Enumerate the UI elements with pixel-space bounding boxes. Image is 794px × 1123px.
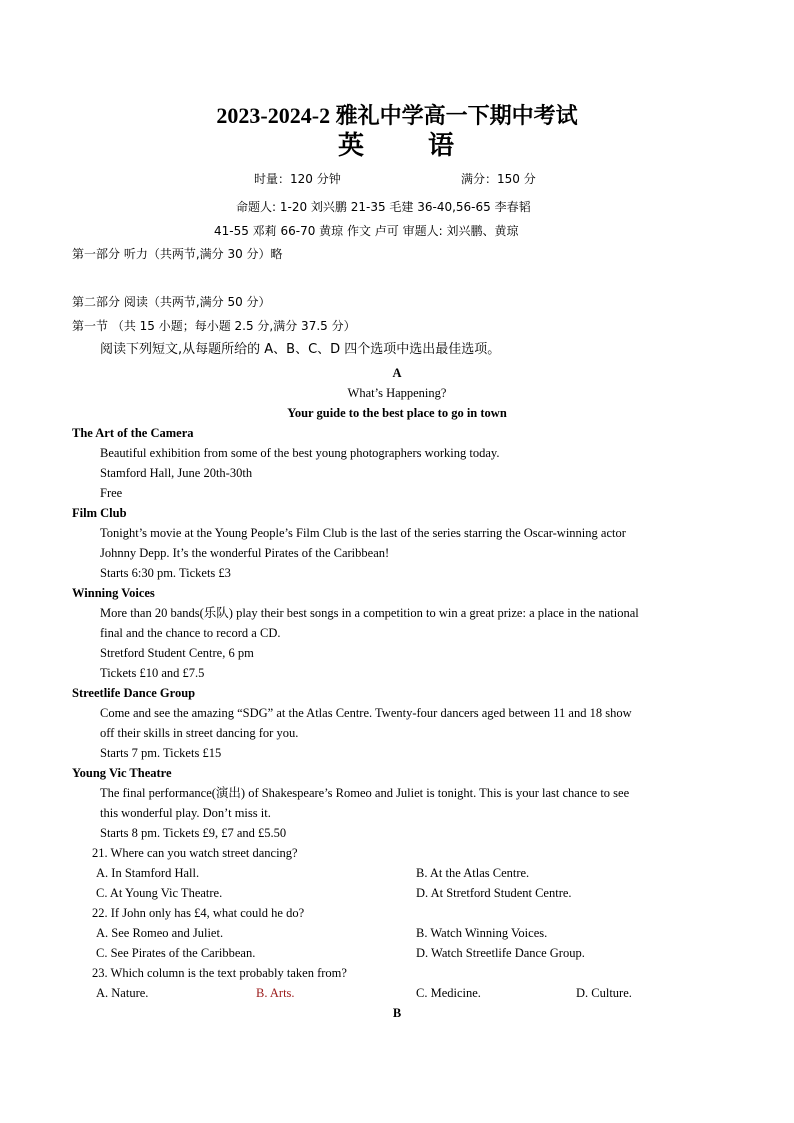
event-line: Stretford Student Centre, 6 pm: [100, 646, 254, 660]
option-b: B. At the Atlas Centre.: [416, 866, 530, 880]
event-title: Streetlife Dance Group: [72, 686, 196, 700]
event-line: Free: [100, 486, 123, 500]
event-line: off their skills in street dancing for you.: [100, 726, 299, 740]
setters-line-2: 41-55 邓莉 66-70 黄琼 作文 卢可 审题人: 刘兴鹏、黄琼: [214, 224, 519, 238]
option-b: B. Watch Winning Voices.: [416, 926, 548, 940]
option-c: C. See Pirates of the Caribbean.: [96, 946, 256, 960]
passage-label-b: B: [392, 1006, 402, 1020]
exam-title: 2023-2024-2 雅礼中学高一下期中考试: [216, 103, 578, 128]
event-title: Winning Voices: [72, 586, 155, 600]
passage-label-a: A: [392, 366, 402, 380]
option-d: D. Culture.: [576, 986, 632, 1000]
passage-subheading: Your guide to the best place to go in town: [287, 406, 507, 420]
event-line: Stamford Hall, June 20th-30th: [100, 466, 253, 480]
event-line: Starts 7 pm. Tickets £15: [100, 746, 222, 760]
question-stem: 21. Where can you watch street dancing?: [92, 846, 298, 860]
event-line: final and the chance to record a CD.: [100, 626, 281, 640]
option-a: A. In Stamford Hall.: [96, 866, 200, 880]
option-d: D. At Stretford Student Centre.: [416, 886, 572, 900]
section-one-heading: 第一节 （共 15 小题；每小题 2.5 分,满分 37.5 分）: [72, 319, 356, 333]
subject-char-right: 语: [428, 131, 455, 160]
part-one-heading: 第一部分 听力（共两节,满分 30 分）略: [72, 247, 283, 261]
event-title: Young Vic Theatre: [72, 766, 172, 780]
event-line: More than 20 bands(乐队) play their best songs in a competition to win a great prize: a place in the national: [100, 606, 639, 620]
option-c: C. Medicine.: [416, 986, 481, 1000]
event-line: Tonight’s movie at the Young People’s Film Club is the last of the series starring the Oscar-winning actor: [100, 526, 626, 540]
event-title: Film Club: [72, 506, 127, 520]
event-line: Starts 8 pm. Tickets £9, £7 and £5.50: [100, 826, 287, 840]
event-line: Johnny Depp. It’s the wonderful Pirates of the Caribbean!: [100, 546, 390, 560]
option-c: C. At Young Vic Theatre.: [96, 886, 223, 900]
exam-full-score: 满分：150 分: [461, 172, 536, 186]
event-line: this wonderful play. Don’t miss it.: [100, 806, 271, 820]
question-stem: 23. Which column is the text probably taken from?: [92, 966, 347, 980]
passage-heading: What’s Happening?: [347, 386, 447, 400]
event-line: The final performance(演出) of Shakespeare’s Romeo and Juliet is tonight. This is your last chance to see: [100, 786, 630, 800]
option-a: A. See Romeo and Juliet.: [96, 926, 224, 940]
option-b: B. Arts.: [256, 986, 295, 1000]
event-line: Tickets £10 and £7.5: [100, 666, 205, 680]
event-line: Come and see the amazing “SDG” at the Atlas Centre. Twenty-four dancers aged between 11 and 18 show: [100, 706, 632, 720]
exam-time: 时量：120 分钟: [254, 172, 341, 186]
event-title: The Art of the Camera: [72, 426, 194, 440]
setters-line-1: 命题人: 1-20 刘兴鹏 21-35 毛建 36-40,56-65 李春韬: [236, 200, 531, 214]
event-line: Starts 6:30 pm. Tickets £3: [100, 566, 231, 580]
subject-char-left: 英: [338, 131, 365, 160]
option-d: D. Watch Streetlife Dance Group.: [416, 946, 585, 960]
part-two-heading: 第二部分 阅读（共两节,满分 50 分）: [72, 295, 271, 309]
option-a: A. Nature.: [96, 986, 149, 1000]
event-line: Beautiful exhibition from some of the best young photographers working today.: [100, 446, 500, 460]
question-stem: 22. If John only has £4, what could he do?: [92, 906, 305, 920]
reading-instruction: 阅读下列短文,从每题所给的 A、B、C、D 四个选项中选出最佳选项。: [100, 342, 501, 357]
